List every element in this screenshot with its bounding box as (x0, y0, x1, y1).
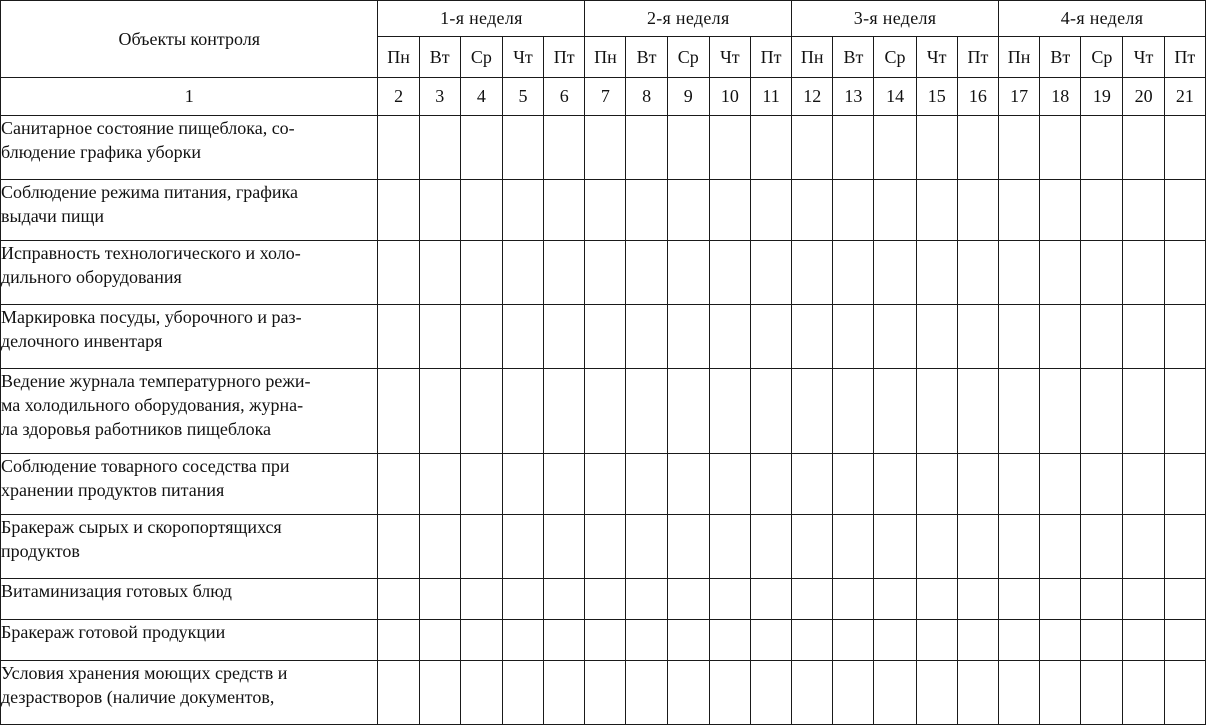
mark-cell[interactable] (709, 454, 750, 515)
mark-cell[interactable] (585, 241, 626, 305)
day-header-w1-5: Пт (544, 37, 585, 78)
table-row (1, 305, 1206, 369)
day-header-w4-2: Вт (1040, 37, 1081, 78)
day-header-w4-3: Ср (1081, 37, 1123, 78)
mark-cell[interactable] (419, 305, 460, 369)
mark-cell[interactable] (1164, 579, 1205, 620)
column-number-21: 21 (1164, 78, 1205, 116)
day-header-w4-1: Пн (999, 37, 1040, 78)
mark-cell[interactable] (792, 241, 833, 305)
mark-cell[interactable] (1123, 116, 1164, 180)
mark-cell[interactable] (502, 305, 543, 369)
mark-cell[interactable] (378, 369, 419, 454)
day-header-w1-2: Вт (419, 37, 460, 78)
mark-cell[interactable] (709, 579, 750, 620)
mark-cell[interactable] (999, 180, 1040, 241)
mark-cell[interactable] (999, 369, 1040, 454)
table-head (1, 1, 1206, 116)
column-number-18: 18 (1040, 78, 1081, 116)
day-header-w2-4: Чт (709, 37, 750, 78)
mark-cell[interactable] (750, 454, 791, 515)
mark-cell[interactable] (460, 116, 502, 180)
mark-cell[interactable] (1164, 180, 1205, 241)
mark-cell[interactable] (460, 620, 502, 661)
mark-cell[interactable] (750, 515, 791, 579)
table-row (1, 116, 1206, 180)
mark-cell[interactable] (419, 661, 460, 725)
control-object-label: Условия хранения моющих средств и дезрастворов (наличие документов, (1, 661, 378, 725)
mark-cell[interactable] (544, 305, 585, 369)
mark-cell[interactable] (957, 454, 998, 515)
mark-cell[interactable] (544, 579, 585, 620)
control-object-label: Витаминизация готовых блюд (1, 579, 378, 620)
day-header-w1-3: Ср (460, 37, 502, 78)
mark-cell[interactable] (502, 180, 543, 241)
day-header-w2-3: Ср (667, 37, 709, 78)
mark-cell[interactable] (667, 579, 709, 620)
mark-cell[interactable] (750, 369, 791, 454)
mark-cell[interactable] (957, 180, 998, 241)
mark-cell[interactable] (916, 620, 957, 661)
mark-cell[interactable] (957, 579, 998, 620)
column-number-14: 14 (874, 78, 916, 116)
mark-cell[interactable] (1123, 620, 1164, 661)
control-object-label: Соблюдение режима питания, графика выдачи пищи (1, 180, 378, 241)
mark-cell[interactable] (874, 241, 916, 305)
day-header-w4-4: Чт (1123, 37, 1164, 78)
mark-cell[interactable] (626, 620, 667, 661)
mark-cell[interactable] (544, 116, 585, 180)
mark-cell[interactable] (667, 116, 709, 180)
mark-cell[interactable] (750, 305, 791, 369)
mark-cell[interactable] (585, 454, 626, 515)
mark-cell[interactable] (833, 241, 874, 305)
week-header-2: 2-я неделя (585, 1, 792, 37)
mark-cell[interactable] (585, 369, 626, 454)
mark-cell[interactable] (957, 515, 998, 579)
table-body (1, 116, 1206, 725)
mark-cell[interactable] (585, 515, 626, 579)
mark-cell[interactable] (502, 369, 543, 454)
mark-cell[interactable] (999, 579, 1040, 620)
mark-cell[interactable] (378, 116, 419, 180)
mark-cell[interactable] (1123, 241, 1164, 305)
mark-cell[interactable] (1164, 305, 1205, 369)
mark-cell[interactable] (874, 661, 916, 725)
week-header-row (1, 1, 1206, 37)
column-number-20: 20 (1123, 78, 1164, 116)
table-row (1, 579, 1206, 620)
mark-cell[interactable] (1081, 180, 1123, 241)
mark-cell[interactable] (378, 180, 419, 241)
mark-cell[interactable] (378, 579, 419, 620)
mark-cell[interactable] (709, 369, 750, 454)
mark-cell[interactable] (626, 369, 667, 454)
mark-cell[interactable] (419, 620, 460, 661)
column-number-13: 13 (833, 78, 874, 116)
mark-cell[interactable] (1123, 579, 1164, 620)
mark-cell[interactable] (1164, 620, 1205, 661)
mark-cell[interactable] (709, 620, 750, 661)
mark-cell[interactable] (667, 454, 709, 515)
column-number-12: 12 (792, 78, 833, 116)
mark-cell[interactable] (626, 515, 667, 579)
mark-cell[interactable] (874, 454, 916, 515)
mark-cell[interactable] (667, 180, 709, 241)
control-object-label: Бракераж готовой продукции (1, 620, 378, 661)
mark-cell[interactable] (916, 579, 957, 620)
day-header-w3-5: Пт (957, 37, 998, 78)
mark-cell[interactable] (544, 620, 585, 661)
mark-cell[interactable] (999, 241, 1040, 305)
column-number-row (1, 78, 1206, 116)
day-header-w1-1: Пн (378, 37, 419, 78)
mark-cell[interactable] (1123, 180, 1164, 241)
mark-cell[interactable] (544, 454, 585, 515)
day-header-w3-4: Чт (916, 37, 957, 78)
mark-cell[interactable] (833, 116, 874, 180)
mark-cell[interactable] (419, 180, 460, 241)
mark-cell[interactable] (544, 369, 585, 454)
column-number-16: 16 (957, 78, 998, 116)
mark-cell[interactable] (419, 116, 460, 180)
mark-cell[interactable] (460, 369, 502, 454)
mark-cell[interactable] (709, 180, 750, 241)
mark-cell[interactable] (1040, 241, 1081, 305)
mark-cell[interactable] (378, 620, 419, 661)
mark-cell[interactable] (792, 369, 833, 454)
mark-cell[interactable] (1040, 305, 1081, 369)
mark-cell[interactable] (792, 454, 833, 515)
column-number-11: 11 (750, 78, 791, 116)
column-number-7: 7 (585, 78, 626, 116)
mark-cell[interactable] (419, 369, 460, 454)
mark-cell[interactable] (1123, 305, 1164, 369)
mark-cell[interactable] (502, 454, 543, 515)
column-number-10: 10 (709, 78, 750, 116)
mark-cell[interactable] (419, 579, 460, 620)
mark-cell[interactable] (1040, 620, 1081, 661)
mark-cell[interactable] (999, 116, 1040, 180)
mark-cell[interactable] (1164, 116, 1205, 180)
column-number-19: 19 (1081, 78, 1123, 116)
mark-cell[interactable] (667, 620, 709, 661)
mark-cell[interactable] (460, 579, 502, 620)
column-number-9: 9 (667, 78, 709, 116)
mark-cell[interactable] (750, 241, 791, 305)
mark-cell[interactable] (916, 369, 957, 454)
mark-cell[interactable] (626, 305, 667, 369)
mark-cell[interactable] (667, 515, 709, 579)
mark-cell[interactable] (792, 579, 833, 620)
mark-cell[interactable] (1164, 241, 1205, 305)
day-header-w4-5: Пт (1164, 37, 1205, 78)
mark-cell[interactable] (1123, 661, 1164, 725)
mark-cell[interactable] (1040, 515, 1081, 579)
mark-cell[interactable] (833, 454, 874, 515)
mark-cell[interactable] (833, 620, 874, 661)
mark-cell[interactable] (916, 180, 957, 241)
mark-cell[interactable] (874, 579, 916, 620)
mark-cell[interactable] (460, 180, 502, 241)
mark-cell[interactable] (833, 515, 874, 579)
table-row (1, 369, 1206, 454)
mark-cell[interactable] (833, 661, 874, 725)
mark-cell[interactable] (874, 180, 916, 241)
day-header-w3-1: Пн (792, 37, 833, 78)
column-number-2: 2 (378, 78, 419, 116)
objects-column-header: Объекты контроля (1, 1, 378, 78)
mark-cell[interactable] (792, 620, 833, 661)
mark-cell[interactable] (378, 305, 419, 369)
mark-cell[interactable] (750, 116, 791, 180)
mark-cell[interactable] (792, 661, 833, 725)
mark-cell[interactable] (585, 116, 626, 180)
mark-cell[interactable] (916, 305, 957, 369)
mark-cell[interactable] (833, 369, 874, 454)
mark-cell[interactable] (1164, 515, 1205, 579)
mark-cell[interactable] (378, 454, 419, 515)
week-header-4: 4-я неделя (999, 1, 1206, 37)
mark-cell[interactable] (585, 305, 626, 369)
mark-cell[interactable] (1040, 661, 1081, 725)
mark-cell[interactable] (667, 661, 709, 725)
mark-cell[interactable] (957, 116, 998, 180)
mark-cell[interactable] (378, 515, 419, 579)
mark-cell[interactable] (999, 515, 1040, 579)
mark-cell[interactable] (460, 241, 502, 305)
mark-cell[interactable] (502, 116, 543, 180)
mark-cell[interactable] (460, 454, 502, 515)
mark-cell[interactable] (1081, 241, 1123, 305)
table-row (1, 661, 1206, 725)
mark-cell[interactable] (667, 241, 709, 305)
mark-cell[interactable] (792, 180, 833, 241)
mark-cell[interactable] (1164, 661, 1205, 725)
table-row (1, 620, 1206, 661)
mark-cell[interactable] (999, 661, 1040, 725)
mark-cell[interactable] (750, 579, 791, 620)
week-header-3: 3-я неделя (792, 1, 999, 37)
mark-cell[interactable] (502, 515, 543, 579)
mark-cell[interactable] (626, 116, 667, 180)
mark-cell[interactable] (626, 241, 667, 305)
mark-cell[interactable] (460, 661, 502, 725)
mark-cell[interactable] (1123, 369, 1164, 454)
mark-cell[interactable] (709, 305, 750, 369)
mark-cell[interactable] (1123, 515, 1164, 579)
column-number-15: 15 (916, 78, 957, 116)
mark-cell[interactable] (419, 454, 460, 515)
mark-cell[interactable] (874, 305, 916, 369)
table-row (1, 515, 1206, 579)
mark-cell[interactable] (957, 241, 998, 305)
control-object-label: Бракераж сырых и скоропортящихся продуктов (1, 515, 378, 579)
mark-cell[interactable] (1081, 579, 1123, 620)
mark-cell[interactable] (750, 620, 791, 661)
mark-cell[interactable] (1081, 116, 1123, 180)
column-number-17: 17 (999, 78, 1040, 116)
mark-cell[interactable] (957, 305, 998, 369)
mark-cell[interactable] (709, 515, 750, 579)
column-number-4: 4 (460, 78, 502, 116)
week-header-1: 1-я неделя (378, 1, 585, 37)
mark-cell[interactable] (502, 620, 543, 661)
mark-cell[interactable] (874, 620, 916, 661)
mark-cell[interactable] (916, 116, 957, 180)
table-row (1, 180, 1206, 241)
mark-cell[interactable] (667, 305, 709, 369)
mark-cell[interactable] (709, 661, 750, 725)
mark-cell[interactable] (833, 305, 874, 369)
mark-cell[interactable] (750, 180, 791, 241)
mark-cell[interactable] (1040, 454, 1081, 515)
mark-cell[interactable] (957, 661, 998, 725)
mark-cell[interactable] (1081, 305, 1123, 369)
mark-cell[interactable] (502, 241, 543, 305)
mark-cell[interactable] (544, 241, 585, 305)
mark-cell[interactable] (585, 180, 626, 241)
mark-cell[interactable] (585, 620, 626, 661)
mark-cell[interactable] (709, 241, 750, 305)
mark-cell[interactable] (544, 661, 585, 725)
mark-cell[interactable] (999, 620, 1040, 661)
mark-cell[interactable] (792, 305, 833, 369)
mark-cell[interactable] (916, 454, 957, 515)
mark-cell[interactable] (1081, 515, 1123, 579)
mark-cell[interactable] (792, 515, 833, 579)
mark-cell[interactable] (1164, 454, 1205, 515)
mark-cell[interactable] (378, 661, 419, 725)
mark-cell[interactable] (544, 515, 585, 579)
mark-cell[interactable] (667, 369, 709, 454)
mark-cell[interactable] (916, 241, 957, 305)
column-number-3: 3 (419, 78, 460, 116)
mark-cell[interactable] (502, 661, 543, 725)
mark-cell[interactable] (1164, 369, 1205, 454)
mark-cell[interactable] (874, 515, 916, 579)
mark-cell[interactable] (544, 180, 585, 241)
mark-cell[interactable] (585, 661, 626, 725)
mark-cell[interactable] (626, 579, 667, 620)
mark-cell[interactable] (957, 369, 998, 454)
day-header-w3-3: Ср (874, 37, 916, 78)
mark-cell[interactable] (1081, 454, 1123, 515)
mark-cell[interactable] (626, 454, 667, 515)
day-header-w3-2: Вт (833, 37, 874, 78)
mark-cell[interactable] (1081, 661, 1123, 725)
mark-cell[interactable] (709, 116, 750, 180)
mark-cell[interactable] (585, 579, 626, 620)
table-row (1, 454, 1206, 515)
mark-cell[interactable] (792, 116, 833, 180)
mark-cell[interactable] (1040, 369, 1081, 454)
mark-cell[interactable] (833, 579, 874, 620)
mark-cell[interactable] (874, 116, 916, 180)
control-object-label: Маркировка посуды, уборочного и раз- делочного инвентаря (1, 305, 378, 369)
mark-cell[interactable] (460, 515, 502, 579)
control-object-label: Санитарное состояние пищеблока, со- блюдение графика уборки (1, 116, 378, 180)
mark-cell[interactable] (999, 305, 1040, 369)
mark-cell[interactable] (502, 579, 543, 620)
mark-cell[interactable] (1040, 180, 1081, 241)
mark-cell[interactable] (1040, 116, 1081, 180)
mark-cell[interactable] (916, 515, 957, 579)
mark-cell[interactable] (626, 180, 667, 241)
control-object-label: Соблюдение товарного соседства при хранении продуктов питания (1, 454, 378, 515)
mark-cell[interactable] (833, 180, 874, 241)
mark-cell[interactable] (419, 241, 460, 305)
control-object-label: Исправность технологического и холо- дильного оборудования (1, 241, 378, 305)
mark-cell[interactable] (874, 369, 916, 454)
mark-cell[interactable] (1081, 369, 1123, 454)
mark-cell[interactable] (1040, 579, 1081, 620)
day-header-w2-1: Пн (585, 37, 626, 78)
day-header-w2-2: Вт (626, 37, 667, 78)
table-row (1, 241, 1206, 305)
mark-cell[interactable] (1081, 620, 1123, 661)
column-number-1: 1 (1, 78, 378, 116)
mark-cell[interactable] (626, 661, 667, 725)
control-object-label: Ведение журнала температурного режи- ма холодильного оборудования, журна- ла здоровья работников пищеблока (1, 369, 378, 454)
column-number-8: 8 (626, 78, 667, 116)
mark-cell[interactable] (750, 661, 791, 725)
mark-cell[interactable] (957, 620, 998, 661)
mark-cell[interactable] (999, 454, 1040, 515)
day-header-w1-4: Чт (502, 37, 543, 78)
column-number-6: 6 (544, 78, 585, 116)
mark-cell[interactable] (916, 661, 957, 725)
column-number-5: 5 (502, 78, 543, 116)
mark-cell[interactable] (1123, 454, 1164, 515)
day-header-w2-5: Пт (750, 37, 791, 78)
mark-cell[interactable] (419, 515, 460, 579)
mark-cell[interactable] (378, 241, 419, 305)
mark-cell[interactable] (460, 305, 502, 369)
